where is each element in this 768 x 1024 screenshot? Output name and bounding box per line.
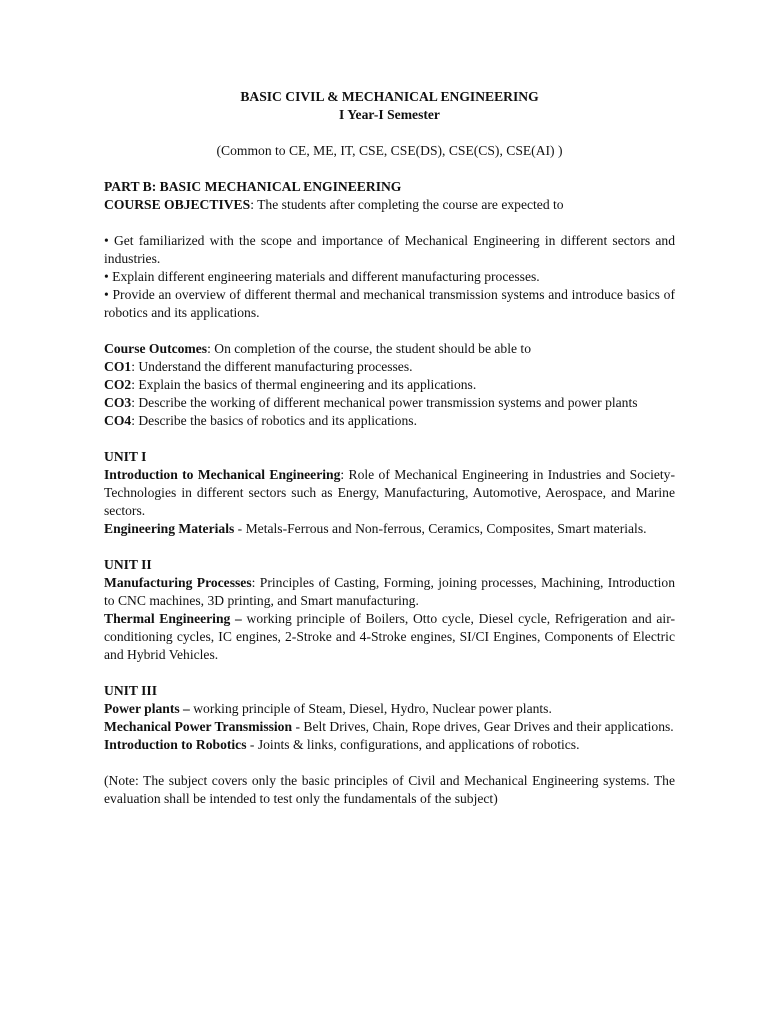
outcome-item	[104, 412, 675, 430]
unit-topic	[104, 700, 675, 718]
document-page	[104, 88, 675, 808]
unit-topic	[104, 574, 675, 610]
topic-term: Introduction to Robotics	[104, 737, 247, 752]
unit-topic	[104, 610, 675, 664]
objective-item: • Explain different engineering materials and different manufacturing processes.	[104, 269, 540, 284]
topic-text: : Role of Mechanical Engineering in Industries and Society- Technologies in different sectors such as Energy, Manufacturing, Automotive, Aerospace, and Marine sectors.	[104, 467, 675, 518]
outcome-text: : Describe the basics of robotics and its applications.	[131, 413, 417, 428]
outcome-text: : Understand the different manufacturing processes.	[131, 359, 413, 374]
outcome-item	[104, 358, 675, 376]
outcome-item	[104, 394, 675, 412]
unit-topic	[104, 520, 675, 538]
unit-topic	[104, 718, 675, 736]
topic-term: Thermal Engineering –	[104, 611, 242, 626]
topic-text: - Belt Drives, Chain, Rope drives, Gear Drives and their applications.	[292, 719, 674, 734]
title-block	[104, 88, 675, 160]
topic-term: Engineering Materials	[104, 521, 235, 536]
unit-heading: UNIT II	[104, 557, 152, 572]
topic-text: - Joints & links, configurations, and applications of robotics.	[246, 737, 580, 752]
course-objectives-label: COURSE OBJECTIVES	[104, 197, 251, 212]
course-objectives-line	[104, 196, 675, 214]
part-b-heading: PART B: BASIC MECHANICAL ENGINEERING	[104, 179, 402, 194]
course-outcomes-line	[104, 340, 675, 358]
topic-text: - Metals-Ferrous and Non-ferrous, Ceramics, Composites, Smart materials.	[234, 521, 647, 536]
outcome-code: CO2	[104, 377, 132, 392]
note-paragraph: (Note: The subject covers only the basic principles of Civil and Mechanical Engineering systems. The evaluation shall be intended to test only the fundamentals of the subject)	[104, 773, 675, 806]
topic-text: working principle of Boilers, Otto cycle, Diesel cycle, Refrigeration and air-conditioning cycles, IC engines, 2-Stroke and 4-Stroke engines, SI/CI Engines, Components of Electric and Hybrid Vehicles.	[104, 611, 675, 662]
topic-term: Introduction to Mechanical Engineering	[104, 467, 341, 482]
outcome-text: : Describe the working of different mechanical power transmission systems and power plants	[131, 395, 638, 410]
common-to-line: (Common to CE, ME, IT, CSE, CSE(DS), CSE(CS), CSE(AI) )	[216, 143, 563, 158]
objective-item: • Provide an overview of different thermal and mechanical transmission systems and introduce basics of robotics and its applications.	[104, 287, 675, 320]
outcome-code: CO3	[104, 395, 132, 410]
course-outcomes-intro: : On completion of the course, the student should be able to	[207, 341, 531, 356]
unit-heading: UNIT I	[104, 449, 147, 464]
topic-text: working principle of Steam, Diesel, Hydro, Nuclear power plants.	[189, 701, 552, 716]
topic-term: Manufacturing Processes	[104, 575, 252, 590]
topic-term: Power plants –	[104, 701, 190, 716]
unit-topic	[104, 736, 675, 754]
unit-heading: UNIT III	[104, 683, 158, 698]
outcome-code: CO1	[104, 359, 132, 374]
course-objectives-intro: : The students after completing the course are expected to	[250, 197, 564, 212]
document-title: BASIC CIVIL & MECHANICAL ENGINEERING	[240, 89, 539, 104]
outcome-item	[104, 376, 675, 394]
topic-text: : Principles of Casting, Forming, joining processes, Machining, Introduction to CNC machines, 3D printing, and Smart manufacturing.	[104, 575, 675, 608]
topic-term: Mechanical Power Transmission	[104, 719, 293, 734]
objective-item: • Get familiarized with the scope and importance of Mechanical Engineering in different sectors and industries.	[104, 233, 675, 266]
course-outcomes-label: Course Outcomes	[104, 341, 208, 356]
semester-label: I Year-I Semester	[339, 107, 440, 122]
unit-topic	[104, 466, 675, 520]
outcome-code: CO4	[104, 413, 132, 428]
outcome-text: : Explain the basics of thermal engineering and its applications.	[131, 377, 477, 392]
